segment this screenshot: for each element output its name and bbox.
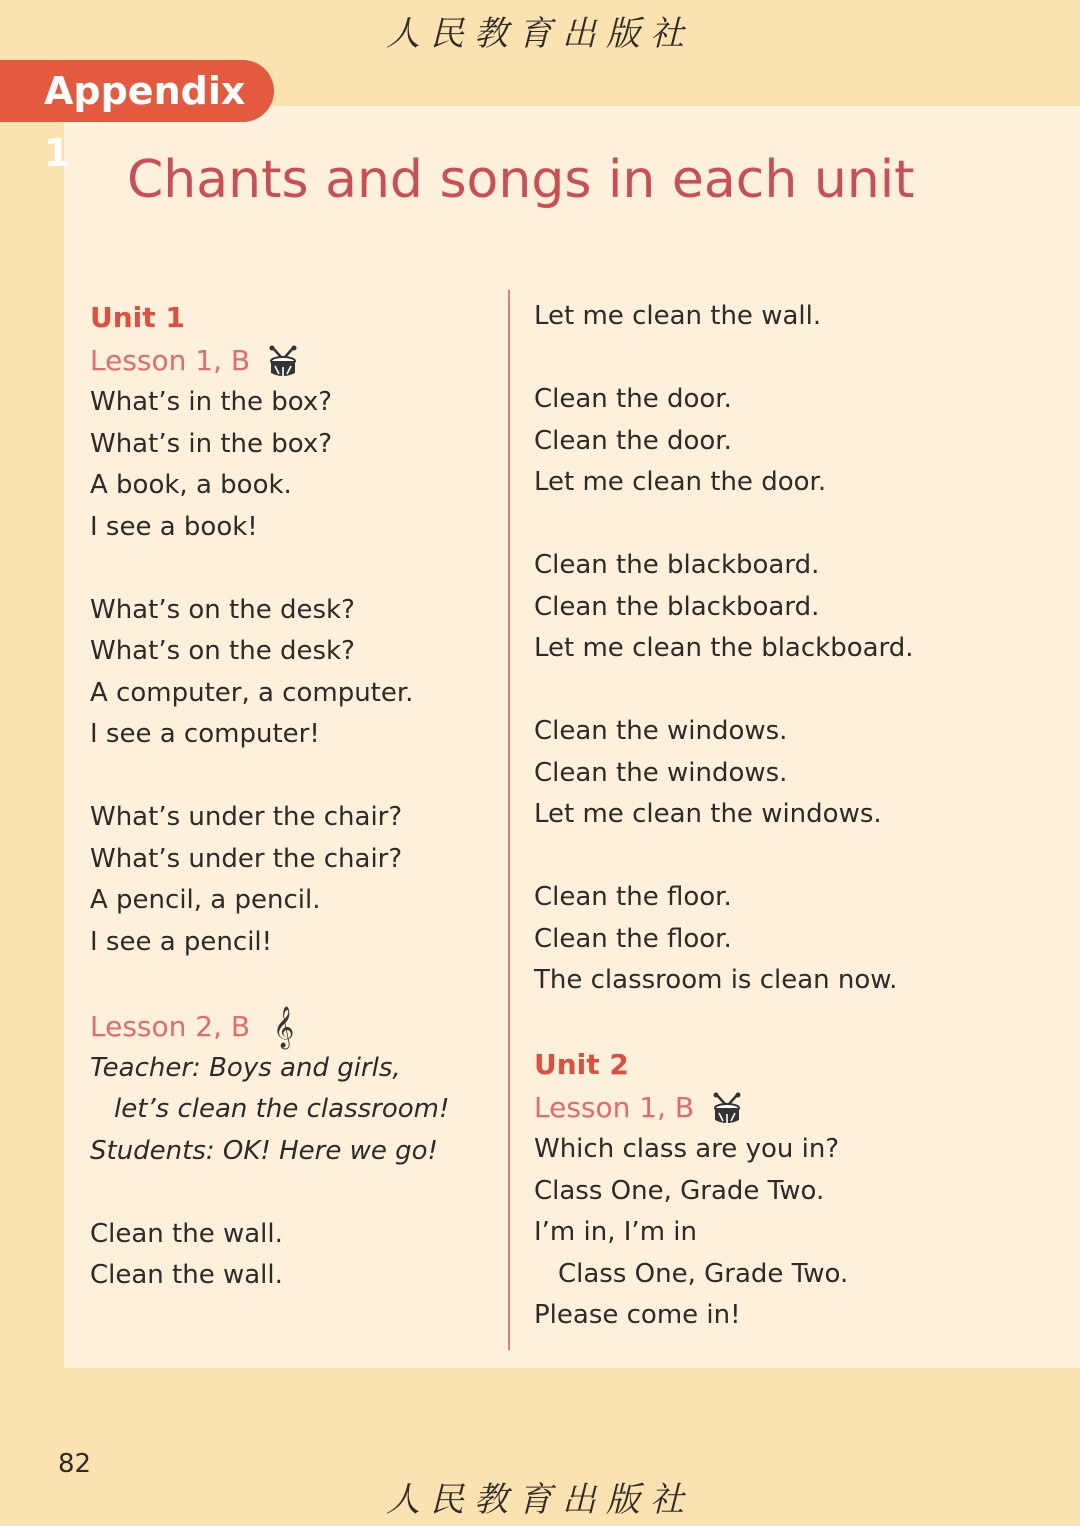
lyric-line: I’m in, I’m in	[534, 1217, 697, 1247]
lesson-heading	[90, 1005, 500, 1048]
lyric-line: What’s under the chair?	[90, 843, 403, 874]
lesson-label: Lesson 2, B	[90, 1009, 251, 1043]
publisher-logo-top: 人民教育出版社	[386, 14, 694, 54]
publisher-logo-bottom: 人民教育出版社	[386, 1480, 694, 1520]
drum-icon	[711, 1092, 743, 1126]
column-divider	[508, 290, 510, 1350]
lyric-line: Which class are you in?	[534, 1134, 840, 1164]
dialogue-line: let’s clean the classroom!	[114, 1094, 450, 1124]
appendix-tab: Appendix 1	[0, 60, 274, 122]
lyric-line: Clean the floor.	[534, 923, 732, 954]
lesson-label: Lesson 1, B	[90, 344, 251, 377]
lyric-line: Clean the blackboard.	[534, 550, 820, 580]
unit-heading: Unit 2	[534, 1048, 629, 1081]
page-number: 82	[58, 1449, 92, 1479]
drum-icon	[267, 345, 299, 379]
lyric-line: A computer, a computer.	[90, 677, 414, 708]
dialogue-line: Students: OK! Here we go!	[90, 1135, 438, 1166]
treble-clef-icon: 𝄞	[273, 1007, 295, 1048]
lyric-line: The classroom is clean now.	[534, 965, 898, 995]
lyric-line: What’s on the desk?	[90, 594, 355, 625]
dialogue-line: Teacher: Boys and girls,	[90, 1052, 401, 1083]
left-column	[90, 296, 500, 1297]
lyric-line: I see a computer!	[90, 719, 320, 749]
unit-heading: Unit 1	[90, 301, 185, 334]
lyric-line: Clean the floor.	[534, 882, 732, 912]
lyric-line: What’s under the chair?	[90, 802, 403, 832]
lesson-label: Lesson 1, B	[534, 1091, 695, 1124]
lyric-line: Let me clean the blackboard.	[534, 633, 914, 663]
lyric-line: Clean the windows.	[534, 757, 788, 788]
right-column	[534, 296, 1054, 1337]
lyric-line: What’s on the desk?	[90, 636, 355, 666]
lyric-line: What’s in the box?	[90, 387, 333, 417]
lesson-heading	[534, 1086, 1054, 1129]
lyric-line: Clean the door.	[534, 384, 732, 414]
lyric-line: Clean the door.	[534, 425, 732, 456]
page-title: Chants and songs in each unit	[127, 150, 915, 210]
lyric-line: Clean the wall.	[90, 1260, 283, 1290]
lyric-line: I see a book!	[90, 511, 258, 542]
lyric-line: Let me clean the windows.	[534, 799, 882, 829]
lyric-line: Class One, Grade Two.	[534, 1175, 825, 1206]
lyric-line: A pencil, a pencil.	[90, 885, 321, 915]
lesson-heading	[90, 339, 500, 382]
lyric-line: Let me clean the wall.	[534, 301, 822, 331]
lyric-line: Please come in!	[534, 1300, 741, 1330]
lyric-line: Clean the wall.	[90, 1218, 283, 1249]
lyric-line: What’s in the box?	[90, 428, 333, 459]
lyric-line: A book, a book.	[90, 470, 292, 500]
lyric-line: Let me clean the door.	[534, 467, 827, 497]
lyric-line: Clean the blackboard.	[534, 591, 820, 622]
lyric-line: Class One, Grade Two.	[558, 1258, 849, 1289]
lyric-line: Clean the windows.	[534, 716, 788, 746]
lyric-line: I see a pencil!	[90, 926, 273, 957]
